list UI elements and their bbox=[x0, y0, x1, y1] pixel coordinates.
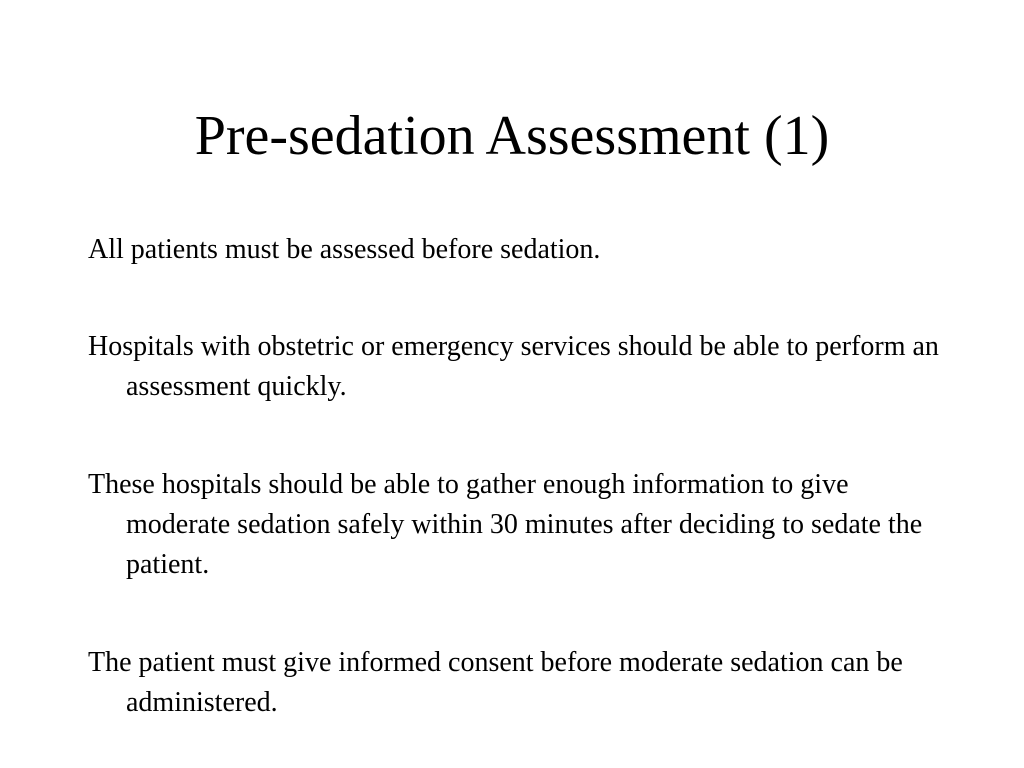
body-paragraph-2: Hospitals with obstetric or emergency services should be able to perform an assessment quickly. bbox=[88, 331, 939, 402]
body-paragraph-4: The patient must give informed consent before moderate sedation can be administered. bbox=[88, 647, 903, 718]
body-paragraph-3: These hospitals should be able to gather enough information to give moderate sedation safely within 30 minutes after deciding to sedate the patient. bbox=[88, 469, 923, 580]
body-paragraph-1: All patients must be assessed before sedation. bbox=[88, 234, 601, 265]
slide-title: Pre-sedation Assessment (1) bbox=[194, 105, 830, 167]
slide-body bbox=[88, 230, 948, 723]
